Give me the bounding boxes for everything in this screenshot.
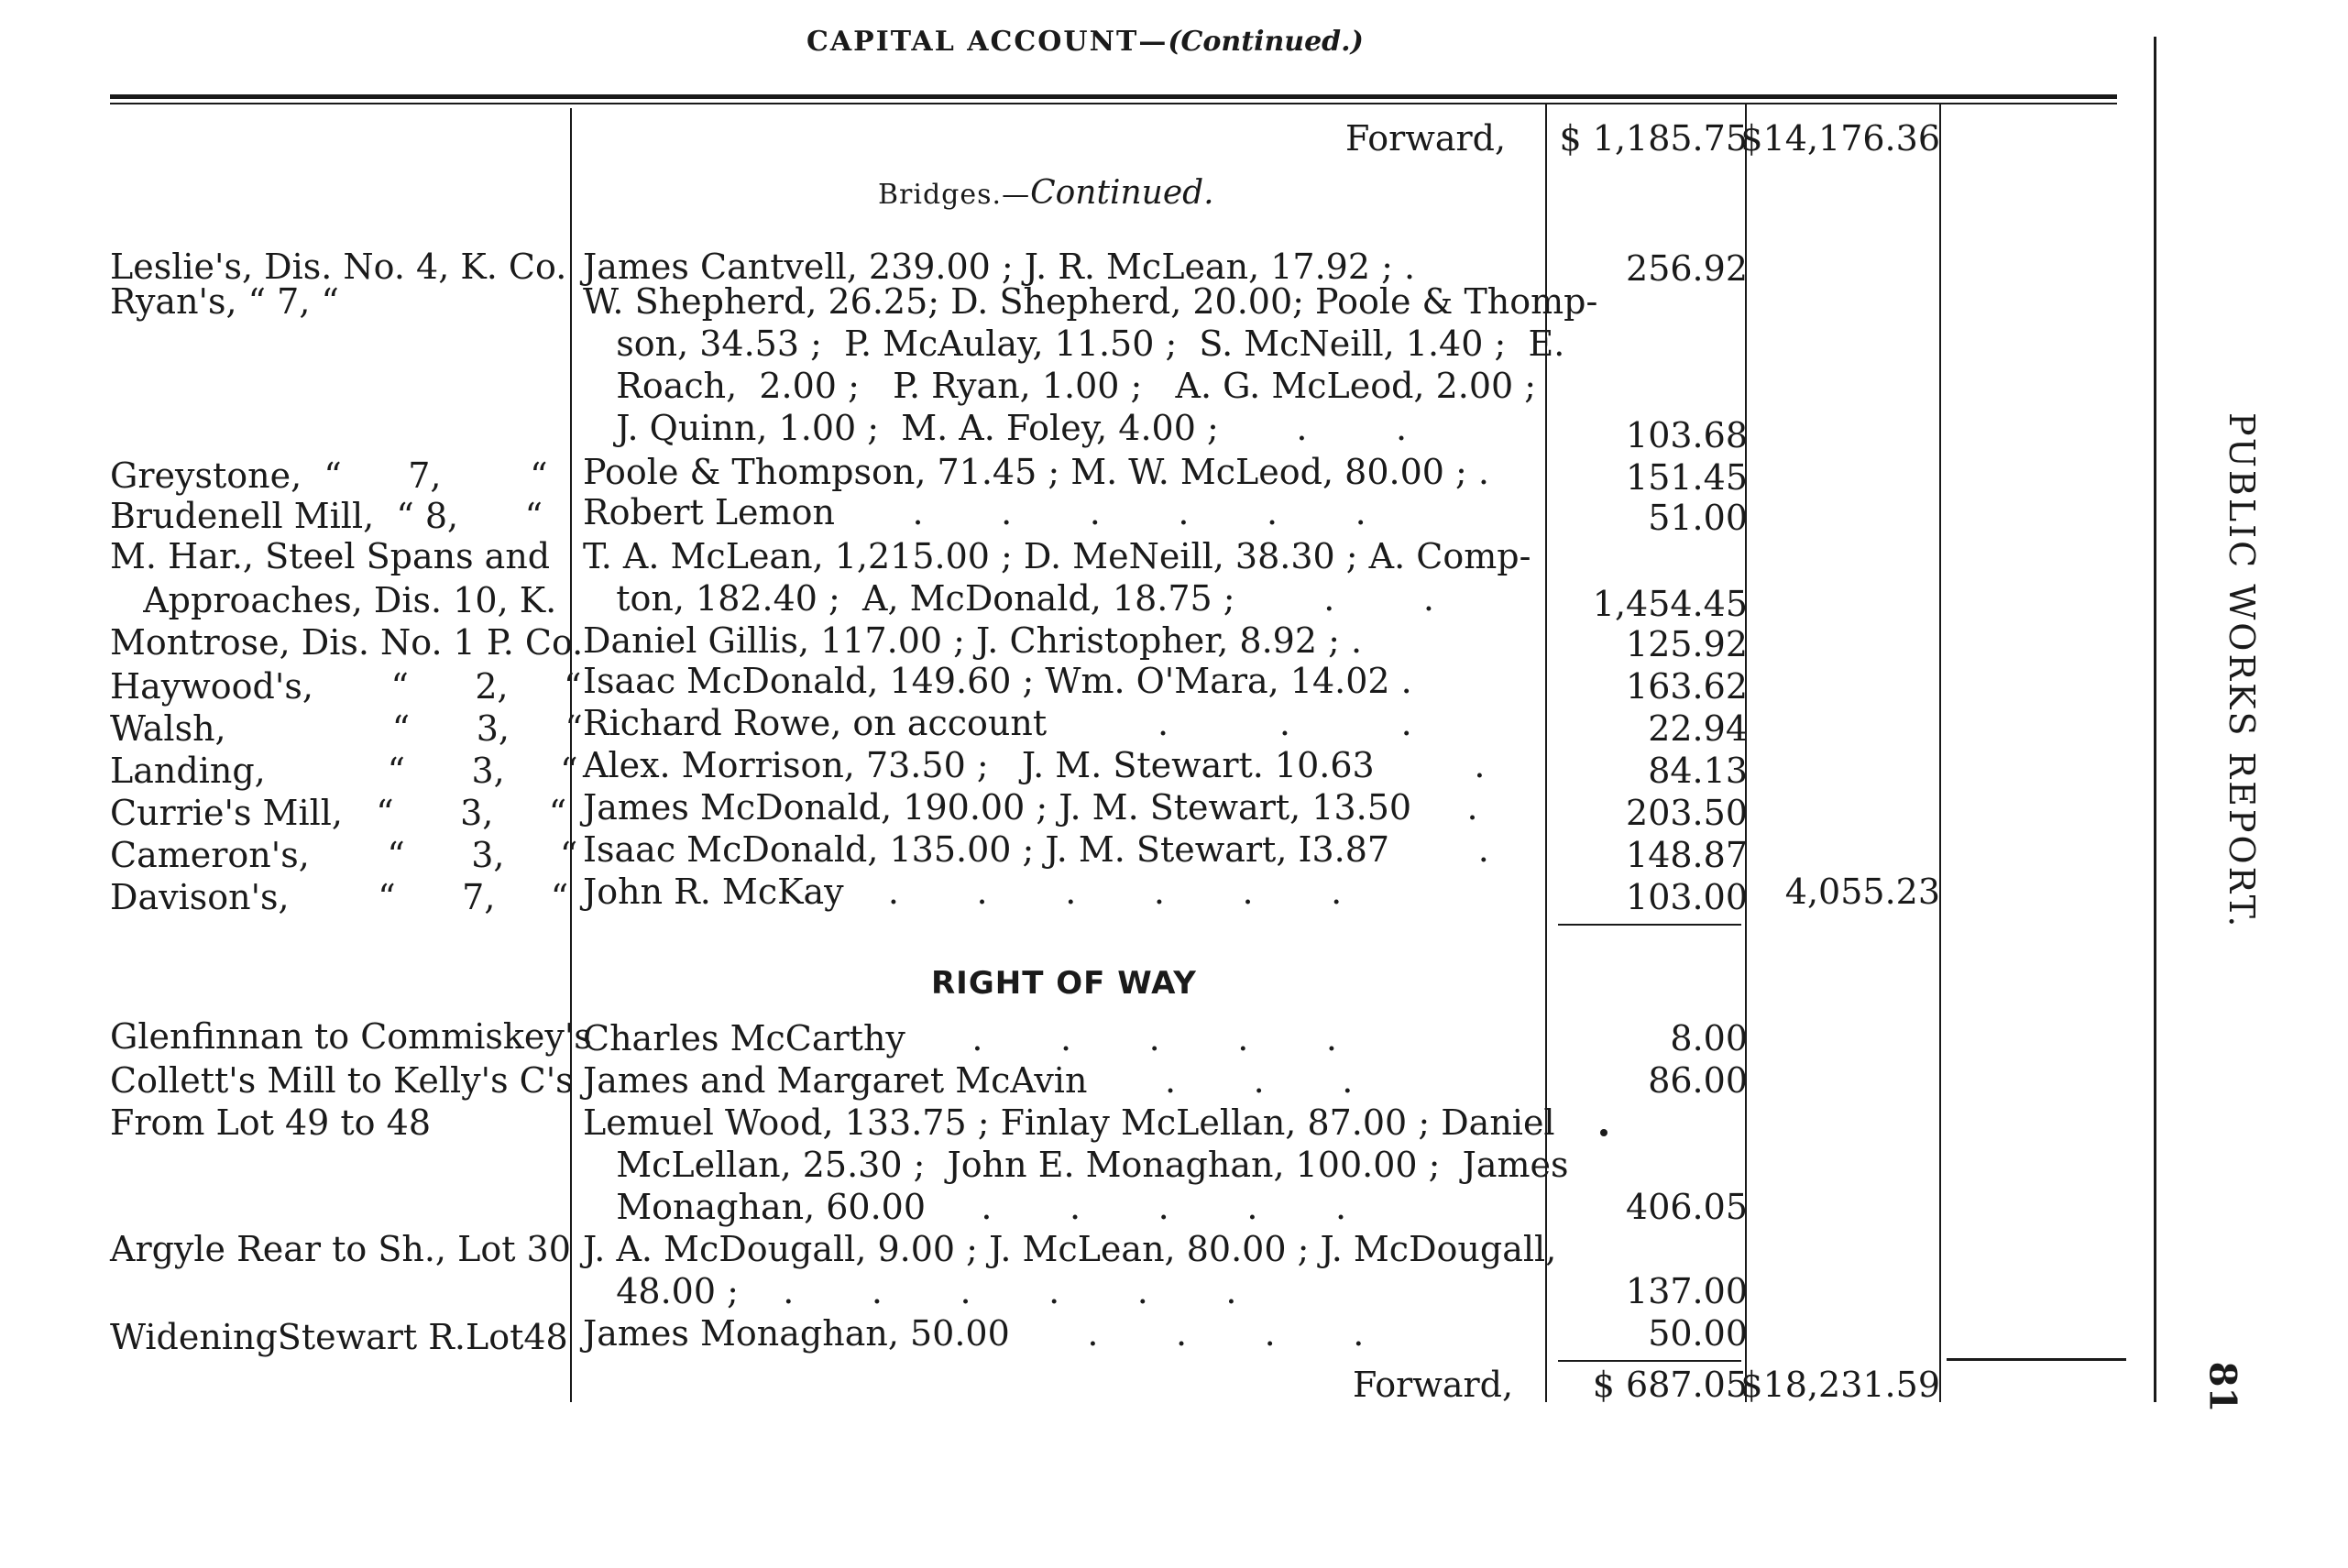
- bridges-heading-text: Bridges.—: [878, 179, 1031, 211]
- bridge-row-location: Leslie's, Dis. No. 4, K. Co.: [110, 247, 567, 287]
- forward-top-label: Forward,: [1345, 118, 1507, 159]
- bridge-row-description: Isaac McDonald, 149.60 ; Wm. O'Mara, 14.02 .: [583, 661, 1412, 701]
- forward-bottom-amount2: $18,231.59: [1740, 1365, 1940, 1405]
- bridge-row-amount: 22.94: [1648, 708, 1748, 749]
- row-description: James Monaghan, 50.00 . . . .: [583, 1313, 1365, 1354]
- bridge-row-location: Cameron's, “ 3, “: [110, 835, 578, 875]
- row-description: Charles McCarthy . . . . .: [583, 1018, 1337, 1058]
- bridge-row-description: ton, 182.40 ; A, McDonald, 18.75 ; . .: [583, 578, 1435, 619]
- bridge-row-location: Davison's, “ 7, “: [110, 877, 569, 917]
- bridge-row-amount: 151.45: [1626, 457, 1748, 498]
- page-number: 81: [2200, 1361, 2244, 1413]
- stray-mark: [1600, 1129, 1607, 1136]
- forward-bottom-amount1: $ 687.05: [1592, 1365, 1748, 1405]
- row-description: Monaghan, 60.00 . . . . .: [583, 1187, 1347, 1227]
- side-running-title-text: PUBLIC WORKS REPORT.: [2222, 412, 2262, 930]
- bridge-row-location: Brudenell Mill, “ 8, “: [110, 496, 543, 536]
- bridge-row-amount: 203.50: [1626, 793, 1748, 833]
- bridge-row-amount: 163.62: [1626, 666, 1748, 707]
- bridge-row-description: Poole & Thompson, 71.45 ; M. W. McLeod, 80.00 ; .: [583, 452, 1489, 492]
- row-description: 48.00 ; . . . . . .: [583, 1271, 1237, 1311]
- bridge-row-description: W. Shepherd, 26.25; D. Shepherd, 20.00; Poole & Thomp-: [583, 281, 1598, 322]
- row-description: Lemuel Wood, 133.75 ; Finlay McLellan, 87.00 ; Daniel: [583, 1102, 1555, 1143]
- bridge-row-description: J. Quinn, 1.00 ; M. A. Foley, 4.00 ; . .: [583, 408, 1408, 448]
- subtotal-underline: [1558, 924, 1741, 926]
- bridge-row-location: M. Har., Steel Spans and: [110, 536, 551, 576]
- bridge-row-location: Currie's Mill, “ 3, “: [110, 793, 567, 833]
- bridge-row-description: James McDonald, 190.00 ; J. M. Stewart, 13.50 .: [583, 787, 1478, 828]
- bridge-row-description: Daniel Gillis, 117.00 ; J. Christopher, 8.92 ; .: [583, 620, 1363, 661]
- right-of-way-heading: RIGHT OF WAY: [931, 965, 1197, 1002]
- bridge-row-location: Walsh, “ 3, “: [110, 708, 583, 749]
- bridge-row-location-cont: Approaches, Dis. 10, K.: [110, 580, 557, 620]
- bridge-row-description: Richard Rowe, on account . . .: [583, 703, 1412, 743]
- bridge-row-description: James Cantvell, 239.00 ; J. R. McLean, 17.92 ; .: [583, 247, 1416, 287]
- bridge-row-description: son, 34.53 ; P. McAulay, 11.50 ; S. McNeill, 1.40 ; E.: [583, 323, 1565, 364]
- bridge-row-description: Alex. Morrison, 73.50 ; J. M. Stewart. 10.63 .: [583, 745, 1486, 785]
- row-amount: 137.00: [1626, 1271, 1748, 1311]
- forward-underline: [1558, 1360, 1741, 1362]
- row-location: Collett's Mill to Kelly's C's: [110, 1060, 574, 1101]
- row-amount: 406.05: [1626, 1187, 1748, 1227]
- bridge-row-description: T. A. McLean, 1,215.00 ; D. MeNeill, 38.30 ; A. Comp-: [583, 536, 1531, 576]
- column-divider-amount2: [1939, 103, 1941, 1402]
- row-location: From Lot 49 to 48: [110, 1102, 431, 1143]
- row-amount: 8.00: [1670, 1018, 1748, 1058]
- bridge-row-amount: 256.92: [1626, 248, 1748, 289]
- forward-bottom-label: Forward,: [1353, 1365, 1514, 1405]
- bridge-row-amount: 103.00: [1626, 877, 1748, 917]
- bridge-row-description: Roach, 2.00 ; P. Ryan, 1.00 ; A. G. McLeod, 2.00 ;: [583, 366, 1537, 406]
- bridges-heading: [878, 172, 1214, 216]
- bridge-row-amount: 125.92: [1626, 624, 1748, 664]
- bridge-row-location: Montrose, Dis. No. 1 P. Co.: [110, 622, 584, 663]
- header-rule-thin: [110, 103, 2117, 104]
- row-amount: 86.00: [1648, 1060, 1748, 1101]
- bridges-heading-italic: Continued.: [1030, 174, 1214, 212]
- header-title-italic: (Continued.): [1168, 26, 1364, 58]
- bridge-row-location: Landing, “ 3, “: [110, 751, 578, 791]
- header-rule-thick: [110, 94, 2117, 99]
- bridge-row-location: Haywood's, “ 2, “: [110, 666, 582, 707]
- row-location: WideningStewart R.Lot48: [110, 1317, 568, 1357]
- forward-top-amount2: $14,176.36: [1740, 118, 1940, 159]
- page-header: [806, 26, 1540, 58]
- bridge-row-amount: 148.87: [1626, 835, 1748, 875]
- row-location: Glenfinnan to Commiskey's: [110, 1016, 592, 1057]
- bridge-row-amount: 51.00: [1648, 498, 1748, 538]
- row-description: James and Margaret McAvin . . .: [583, 1060, 1354, 1101]
- bridge-row-amount: 103.68: [1626, 415, 1748, 455]
- bridges-subtotal: 4,055.23: [1784, 872, 1940, 912]
- bridge-row-description: Isaac McDonald, 135.00 ; J. M. Stewart, I3.87 .: [583, 829, 1489, 870]
- row-description: J. A. McDougall, 9.00 ; J. McLean, 80.00 ; J. McDougall,: [583, 1229, 1557, 1269]
- bridge-row-description: John R. McKay . . . . . .: [583, 872, 1343, 912]
- bridge-row-location: Greystone, “ 7, “: [110, 455, 548, 496]
- total-rule-right: [1947, 1358, 2126, 1361]
- bridge-row-amount: 1,454.45: [1592, 584, 1748, 624]
- row-description: McLellan, 25.30 ; John E. Monaghan, 100.00 ; James: [583, 1145, 1569, 1185]
- row-location: Argyle Rear to Sh., Lot 30: [110, 1229, 571, 1269]
- side-running-title: [2220, 412, 2262, 962]
- bridge-row-location: Ryan's, “ 7, “: [110, 281, 339, 322]
- forward-top-amount1: $ 1,185.75: [1559, 118, 1748, 159]
- header-title: CAPITAL ACCOUNT—: [806, 26, 1169, 58]
- bridge-row-description: Robert Lemon . . . . . .: [583, 492, 1366, 532]
- row-amount: 50.00: [1648, 1313, 1748, 1354]
- right-margin-rule: [2154, 37, 2156, 1402]
- bridge-row-amount: 84.13: [1648, 751, 1748, 791]
